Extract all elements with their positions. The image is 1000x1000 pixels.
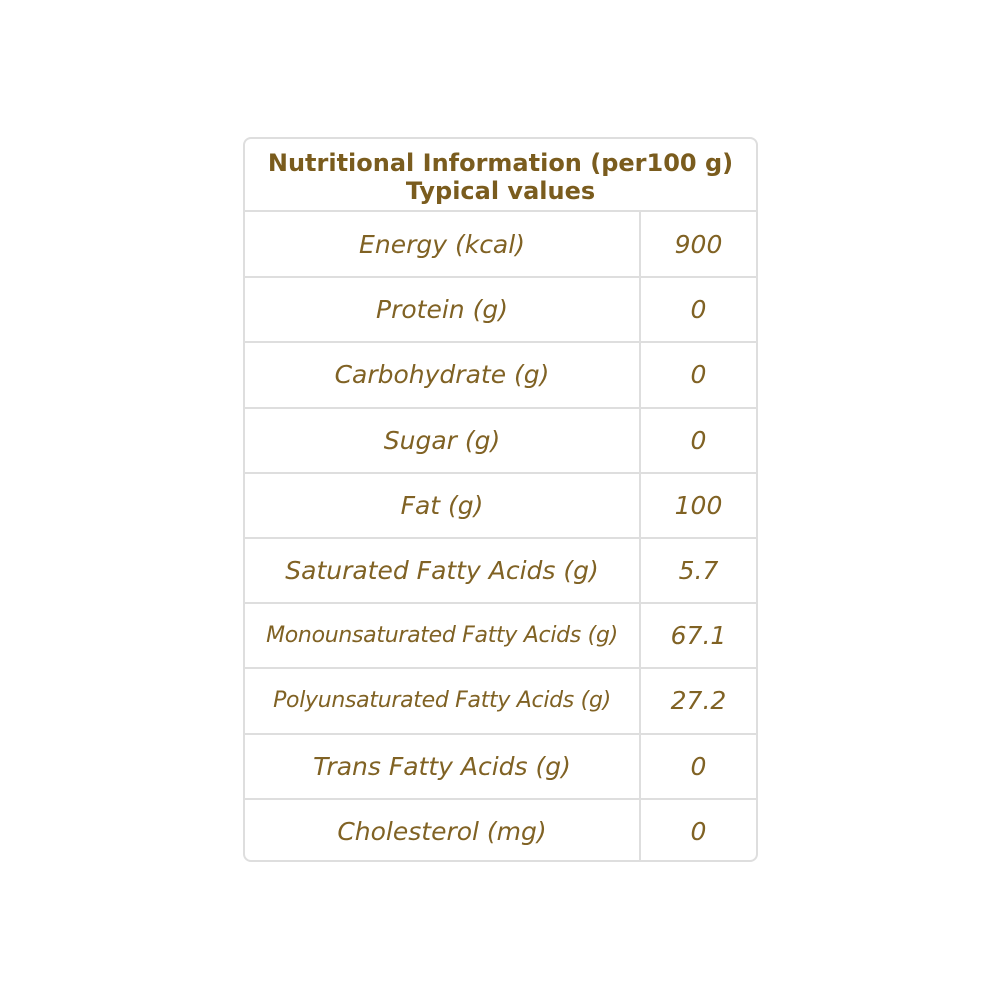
nutrient-name: Sugar (g) [245,408,640,473]
table-row [245,603,756,668]
nutrient-table [245,212,756,862]
nutrient-value: 27.2 [640,668,756,733]
table-row [245,342,756,407]
table-row [245,734,756,799]
nutrient-value: 0 [640,277,756,342]
nutrient-name: Fat (g) [245,473,640,538]
nutrient-name: Protein (g) [245,277,640,342]
nutrition-facts-panel [243,137,758,862]
nutrient-value: 0 [640,734,756,799]
nutrient-value: 0 [640,408,756,473]
nutrient-name: Cholesterol (mg) [245,799,640,862]
nutrient-name: Carbohydrate (g) [245,342,640,407]
nutrient-name: Polyunsaturated Fatty Acids (g) [245,668,640,733]
table-row [245,799,756,862]
nutrient-value: 900 [640,212,756,277]
nutrient-name: Energy (kcal) [359,229,525,259]
nutrient-name: Trans Fatty Acids (g) [245,734,640,799]
table-row [245,668,756,733]
nutrient-name: Saturated Fatty Acids (g) [245,538,640,603]
nutrient-value: 5.7 [640,538,756,603]
nutrient-value: 0 [640,342,756,407]
panel-header [245,139,756,212]
nutrient-value: 100 [640,473,756,538]
panel-subtitle: Typical values [405,177,596,205]
table-row [245,408,756,473]
table-row [245,212,756,277]
nutrient-value: 0 [640,799,756,862]
nutrient-value: 67.1 [640,603,756,668]
panel-title: Nutritional Information (per100 g) [267,149,734,177]
table-row [245,277,756,342]
nutrient-name: Monounsaturated Fatty Acids (g) [245,603,640,668]
table-row [245,538,756,603]
table-row [245,473,756,538]
